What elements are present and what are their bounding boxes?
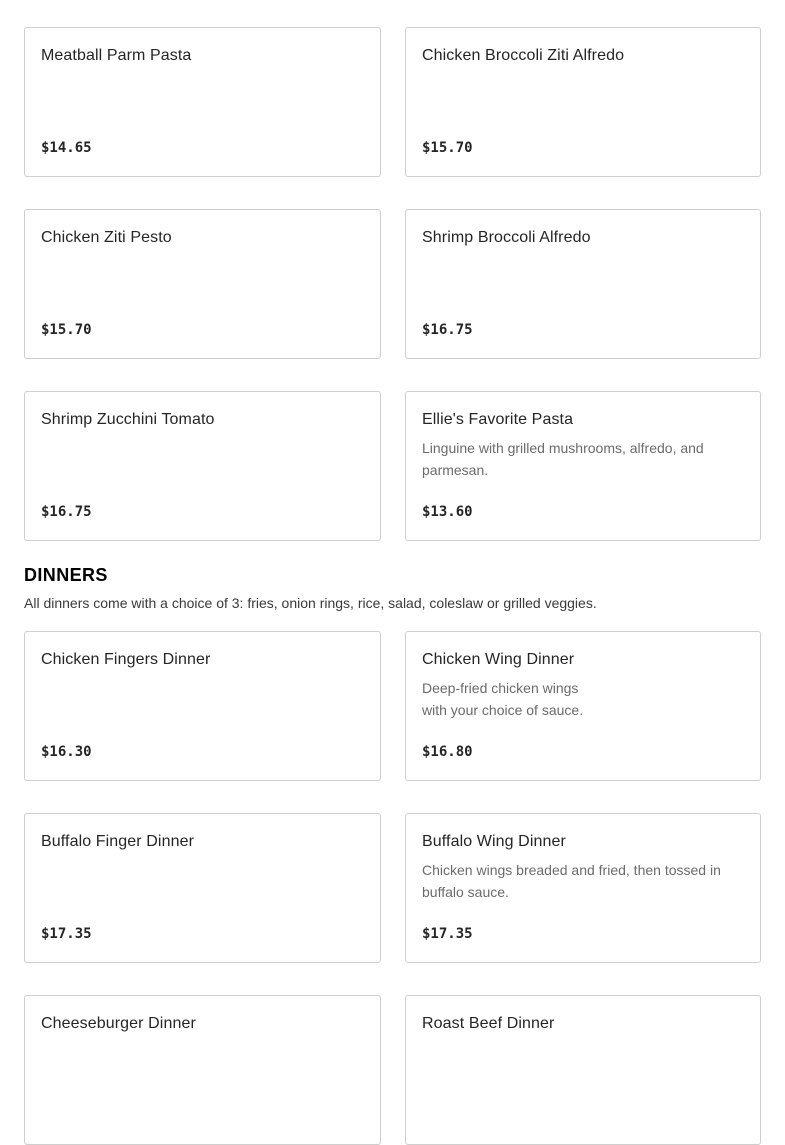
item-name: Shrimp Broccoli Alfredo	[422, 229, 591, 246]
menu-item-card[interactable]	[24, 813, 381, 963]
item-description: Linguine with grilled mushrooms, alfredo, and parmesan.	[422, 440, 704, 478]
item-name: Ellie's Favorite Pasta	[422, 411, 574, 428]
item-name: Cheeseburger Dinner	[41, 1015, 196, 1032]
item-price: $15.70	[41, 322, 92, 338]
item-price: $13.60	[422, 504, 473, 520]
item-description: Chicken wings breaded and fried, then tossed in buffalo sauce.	[422, 862, 721, 900]
item-name: Buffalo Finger Dinner	[41, 833, 194, 850]
item-price: $15.70	[422, 140, 473, 156]
item-name: Chicken Fingers Dinner	[41, 651, 211, 668]
menu-item-card[interactable]	[24, 995, 381, 1145]
menu-item-card[interactable]	[405, 995, 761, 1145]
menu-item-card[interactable]	[24, 391, 381, 541]
section-description: All dinners come with a choice of 3: fries, onion rings, rice, salad, coleslaw or grilled veggies.	[24, 595, 597, 611]
menu-item-card[interactable]	[24, 209, 381, 359]
menu-item-card[interactable]	[405, 209, 761, 359]
item-price: $16.75	[422, 322, 473, 338]
item-price: $16.30	[41, 744, 92, 760]
item-price: $14.65	[41, 140, 92, 156]
menu-item-card[interactable]	[405, 631, 761, 781]
item-price: $17.35	[41, 926, 92, 942]
item-name: Buffalo Wing Dinner	[422, 833, 566, 850]
section-title: DINNERS	[24, 565, 108, 585]
item-description: Deep-fried chicken wings with your choice of sauce.	[422, 680, 584, 718]
pasta-items-grid	[24, 27, 761, 541]
item-name: Roast Beef Dinner	[422, 1015, 555, 1032]
item-price: $16.75	[41, 504, 92, 520]
menu-item-card[interactable]	[405, 27, 761, 177]
dinners-items-grid	[24, 631, 761, 1145]
item-name: Chicken Broccoli Ziti Alfredo	[422, 47, 625, 64]
item-name: Shrimp Zucchini Tomato	[41, 411, 215, 428]
item-price: $17.35	[422, 926, 473, 942]
menu-item-card[interactable]	[24, 631, 381, 781]
menu-item-card[interactable]	[405, 391, 761, 541]
menu-item-card[interactable]	[405, 813, 761, 963]
item-name: Meatball Parm Pasta	[41, 47, 192, 64]
menu-item-card[interactable]	[24, 27, 381, 177]
item-name: Chicken Ziti Pesto	[41, 229, 172, 246]
item-name: Chicken Wing Dinner	[422, 651, 575, 668]
item-price: $16.80	[422, 744, 473, 760]
